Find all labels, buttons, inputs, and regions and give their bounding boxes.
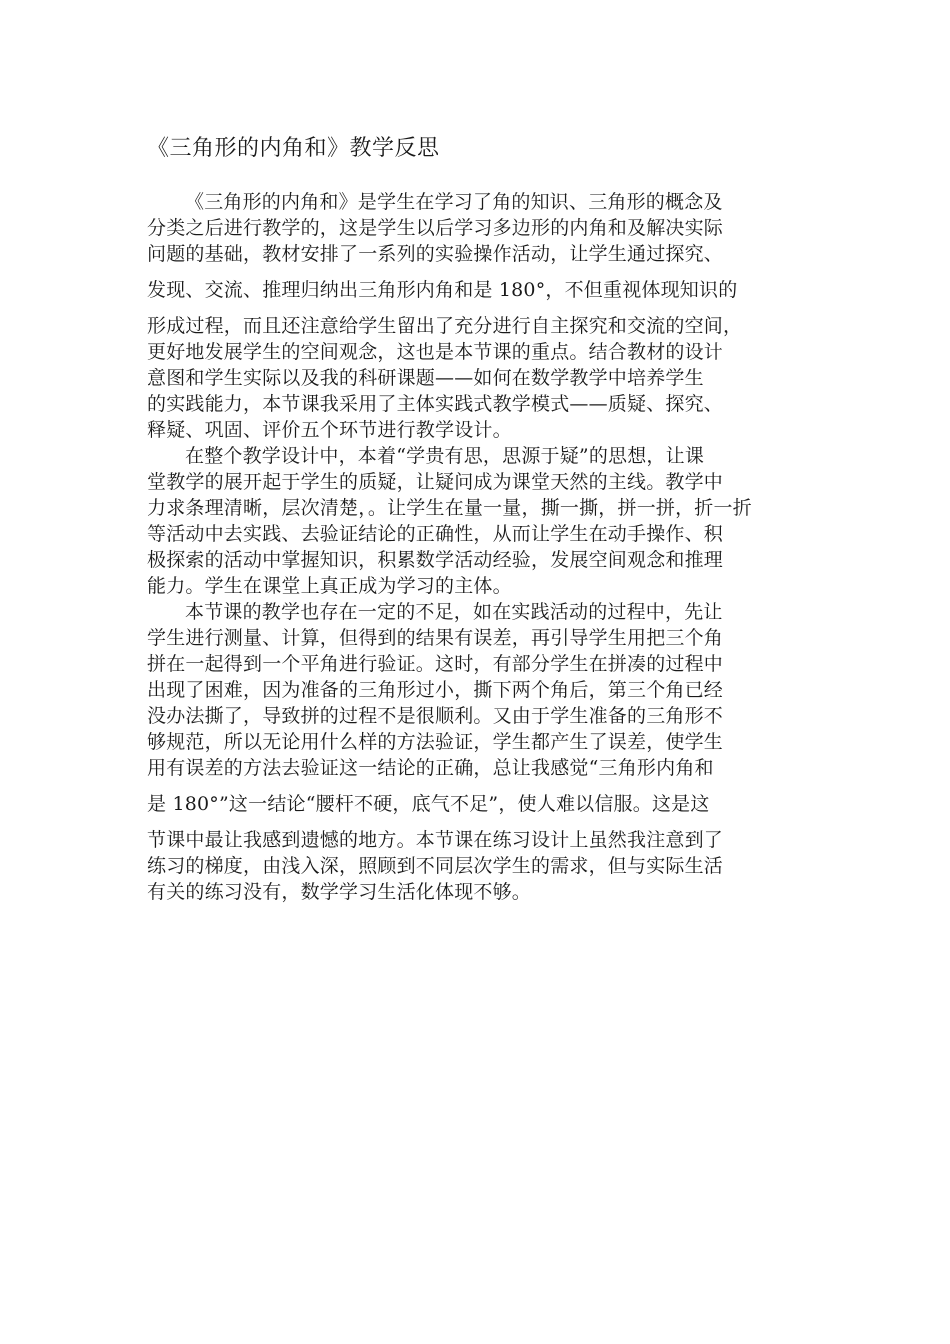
paragraph-3 (147, 599, 811, 905)
paragraph-line: 有关的练习没有，数学学习生活化体现不够。 (147, 881, 532, 903)
paragraph-line: 的实践能力，本节课我采用了主体实践式教学模式——质疑、探究、 (147, 393, 724, 415)
paragraph-line: 分类之后进行教学的，这是学生以后学习多边形的内角和及解决实际 (147, 217, 724, 239)
paragraph-line: 形成过程，而且还注意给学生留出了充分进行自主探究和交流的空间， (147, 315, 743, 337)
document-title: 《三角形的内角和》教学反思 (147, 136, 440, 161)
paragraph-line: 堂教学的展开起于学生的质疑，让疑问成为课堂天然的主线。教学中 (147, 471, 724, 493)
paragraph-line: 在整个教学设计中，本着“学贵有思，思源于疑”的思想，让课 (185, 445, 705, 467)
paragraph-line: 问题的基础，教材安排了一系列的实验操作活动，让学生通过探究、 (147, 243, 724, 265)
paragraph-line: 出现了困难，因为准备的三角形过小，撕下两个角后，第三个角已经 (147, 679, 724, 701)
paragraph-line: 拼在一起得到一个平角进行验证。这时，有部分学生在拼凑的过程中 (147, 653, 724, 675)
paragraph-line: 更好地发展学生的空间观念，这也是本节课的重点。结合教材的设计 (147, 341, 724, 363)
paragraph-line: 够规范，所以无论用什么样的方法验证，学生都产生了误差，使学生 (147, 731, 724, 753)
paragraph-line: 《三角形的内角和》是学生在学习了角的知识、三角形的概念及 (185, 191, 723, 213)
paragraph-line: 极探索的活动中掌握知识，积累数学活动经验，发展空间观念和推理 (147, 549, 724, 571)
paragraph-2 (147, 443, 811, 599)
document-content (147, 133, 811, 905)
paragraph-line: 练习的梯度，由浅入深，照顾到不同层次学生的需求，但与实际生活 (147, 855, 724, 877)
paragraph-line: 是 180°”这一结论“腰杆不硬，底气不足”，使人难以信服。这是这 (147, 793, 710, 815)
paragraph-line: 力求条理清晰，层次清楚，。让学生在量一量，撕一撕，拼一拼，折一折 (147, 497, 752, 519)
paragraph-line: 能力。学生在课堂上真正成为学习的主体。 (147, 575, 512, 597)
paragraph-line: 用有误差的方法去验证这一结论的正确，总让我感觉“三角形内角和 (147, 757, 714, 779)
paragraph-line: 节课中最让我感到遗憾的地方。本节课在练习设计上虽然我注意到了 (147, 829, 724, 851)
paragraph-line: 释疑、巩固、评价五个环节进行教学设计。 (147, 419, 512, 441)
paragraph-line: 学生进行测量、计算，但得到的结果有误差，再引导学生用把三个角 (147, 627, 724, 649)
paragraph-1 (147, 189, 811, 443)
paragraph-line: 本节课的教学也存在一定的不足，如在实践活动的过程中，先让 (185, 601, 723, 623)
paragraph-line: 意图和学生实际以及我的科研课题——如何在数学教学中培养学生 (147, 367, 704, 389)
paragraph-line: 没办法撕了，导致拼的过程不是很顺利。又由于学生准备的三角形不 (147, 705, 724, 727)
paragraph-line: 等活动中去实践、去验证结论的正确性，从而让学生在动手操作、积 (147, 523, 724, 545)
paragraph-line: 发现、交流、推理归纳出三角形内角和是 180°，不但重视体现知识的 (147, 279, 738, 301)
